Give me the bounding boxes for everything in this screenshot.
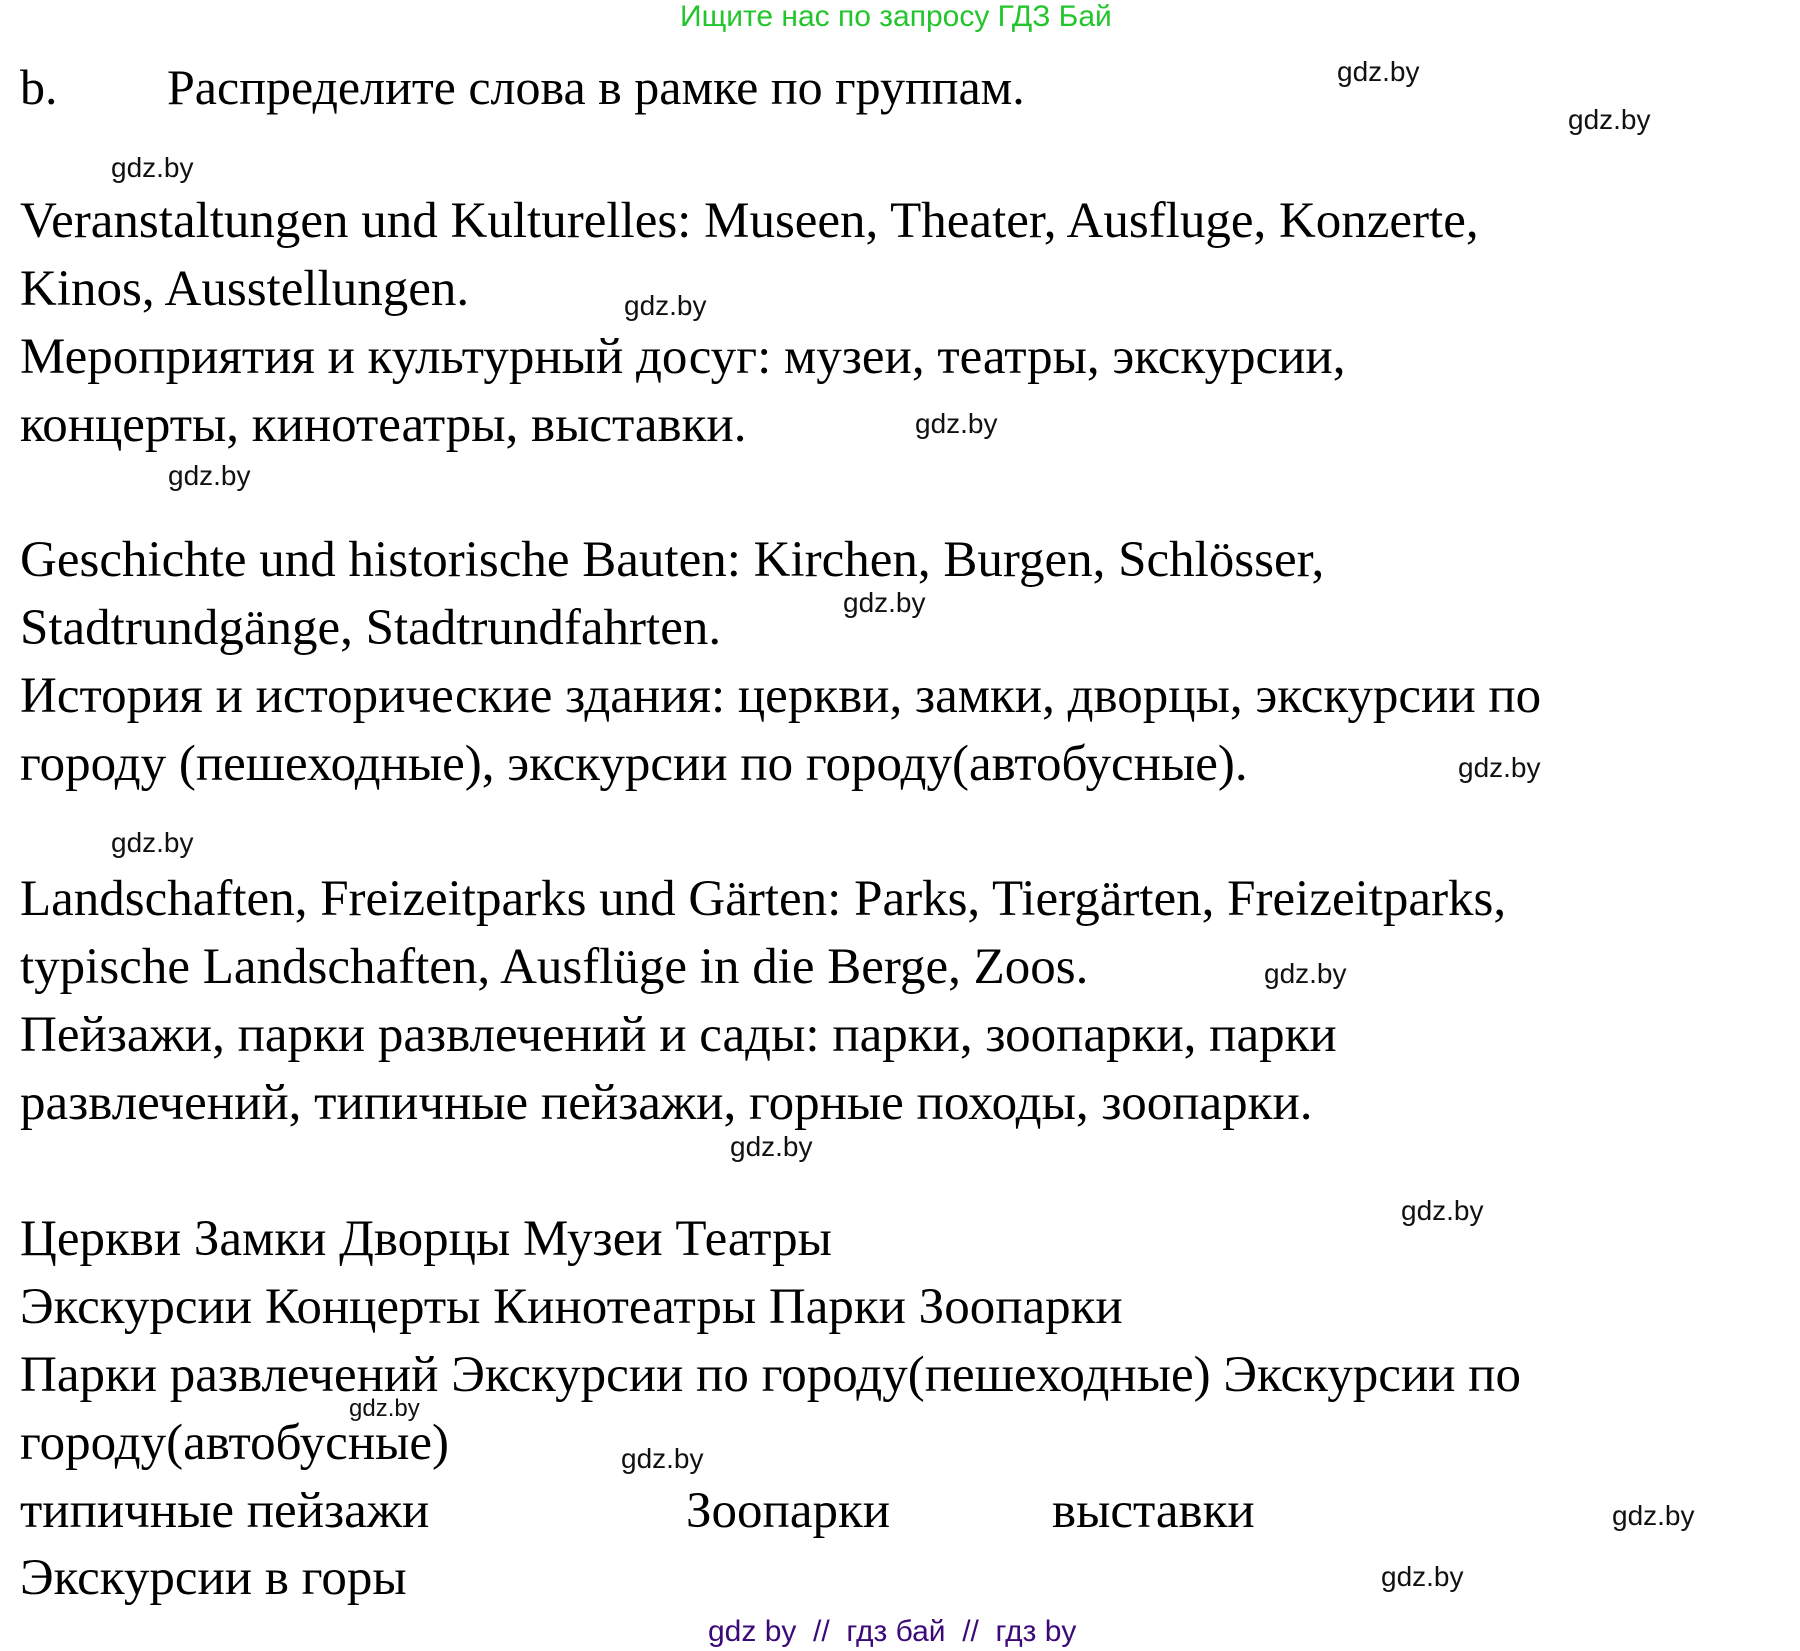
watermark: gdz.by — [349, 1395, 420, 1422]
group-1-line: концерты, кинотеатры, выставки. — [20, 397, 747, 453]
header-banner: Ищите нас по запросу ГДЗ Бай — [680, 0, 1112, 33]
watermark: gdz.by — [1381, 1561, 1464, 1592]
group-2-line: История и исторические здания: церкви, замки, дворцы, экскурсии по — [20, 668, 1542, 724]
watermark: gdz.by — [111, 152, 194, 183]
watermark: gdz.by — [1458, 752, 1541, 783]
watermark: gdz.by — [1401, 1195, 1484, 1226]
watermark: gdz.by — [1337, 56, 1420, 87]
footer-links: gdz by // гдз бай // гдз by — [708, 1615, 1077, 1648]
watermark: gdz.by — [915, 408, 998, 439]
word-zoos: Зоопарки — [686, 1483, 891, 1539]
word-box-line: городу(автобусные) — [20, 1415, 449, 1471]
task-label: b. — [20, 59, 58, 115]
group-1-line: Veranstaltungen und Kulturelles: Museen, Theater, Ausfluge, Konzerte, — [20, 193, 1479, 249]
word-typical-landscapes: типичные пейзажи — [20, 1483, 430, 1539]
task-instruction: Распределите слова в рамке по группам. — [167, 59, 1025, 115]
group-3-line: развлечений, типичные пейзажи, горные походы, зоопарки. — [20, 1075, 1313, 1131]
watermark: gdz.by — [621, 1443, 704, 1474]
watermark: gdz.by — [1612, 1500, 1695, 1531]
group-1-line: Kinos, Ausstellungen. — [20, 261, 470, 317]
watermark: gdz.by — [168, 460, 251, 491]
group-3-line: Landschaften, Freizeitparks und Gärten: Parks, Tiergärten, Freizeitparks, — [20, 871, 1507, 927]
watermark: gdz.by — [624, 290, 707, 321]
group-1-line: Мероприятия и культурный досуг: музеи, театры, экскурсии, — [20, 329, 1346, 385]
word-mountain-trips: Экскурсии в горы — [20, 1550, 407, 1606]
group-2-line: Stadtrundgänge, Stadtrundfahrten. — [20, 600, 722, 656]
watermark: gdz.by — [1264, 958, 1347, 989]
watermark: gdz.by — [111, 827, 194, 858]
group-2-line: Geschichte und historische Bauten: Kirchen, Burgen, Schlösser, — [20, 532, 1325, 588]
watermark: gdz.by — [1568, 104, 1651, 135]
word-box-line: Экскурсии Концерты Кинотеатры Парки Зоопарки — [20, 1279, 1123, 1335]
watermark: gdz.by — [843, 587, 926, 618]
word-box-line: Парки развлечений Экскурсии по городу(пешеходные) Экскурсии по — [20, 1347, 1521, 1403]
group-2-line: городу (пешеходные), экскурсии по городу(автобусные). — [20, 736, 1248, 792]
group-3-line: typische Landschaften, Ausflüge in die Berge, Zoos. — [20, 939, 1089, 995]
word-box-line: Церкви Замки Дворцы Музеи Театры — [20, 1211, 832, 1267]
word-exhibitions: выставки — [1052, 1483, 1255, 1539]
watermark: gdz.by — [730, 1131, 813, 1162]
group-3-line: Пейзажи, парки развлечений и сады: парки, зоопарки, парки — [20, 1007, 1337, 1063]
